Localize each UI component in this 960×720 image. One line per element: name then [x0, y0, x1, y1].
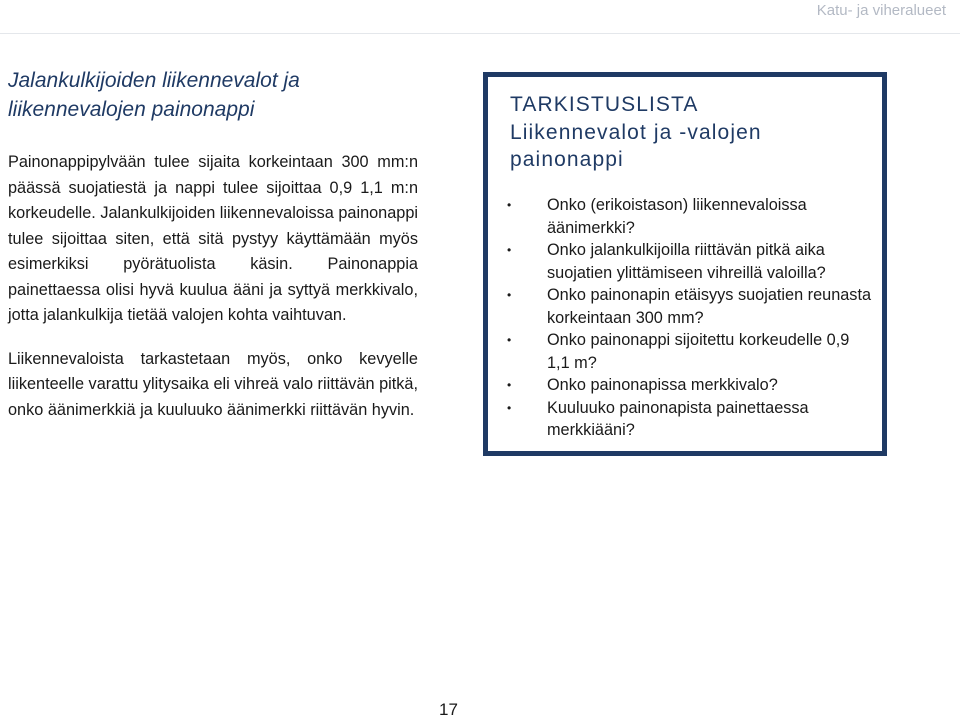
header-divider	[0, 33, 960, 34]
checklist-box	[483, 72, 887, 456]
article-title	[8, 66, 418, 124]
checklist-item	[504, 329, 874, 374]
bullet-icon: •	[507, 288, 512, 302]
article-title-line1: Jalankulkijoiden liikennevalot ja	[8, 69, 300, 92]
bullet-icon: •	[507, 198, 512, 212]
bullet-icon: •	[507, 400, 512, 415]
checklist-item	[504, 374, 874, 397]
checklist-items	[504, 194, 874, 442]
article-paragraph-2: Liikennevaloista tarkastetaan myös, onko kevyelle liikenteelle varattu ylitysaika eli vihreä valo riittävän pitkä, onko äänimerkkiä ja kuuluuko äänimerkki riittävän hyvin.	[8, 349, 418, 419]
article-column	[8, 66, 418, 441]
section-label: Katu- ja viheralueet	[816, 2, 946, 19]
checklist-item-text: Onko jalankulkijoilla riittävän pitkä aika suojatien ylittämiseen vihreillä valoilla?	[547, 241, 826, 282]
bullet-icon: •	[507, 243, 512, 257]
checklist-heading-line3: painonappi	[510, 148, 624, 171]
article-paragraph-1: Painonappipylvään tulee sijaita korkeintaan 300 mm:n päässä suojatiestä ja nappi tulee sijoittaa 0,9 1,1 m:n korkeudelle. Jalankulkijoiden liikennevaloissa painonappi tulee sijoittaa siten, että sitä pystyy käyttämään myös esimerkiksi pyörätuolista käsin. Painonappia painettaessa olisi hyvä kuulua ääni ja syttyä merkkivalo, jotta jalankulkija tietää valojen kohta vaihtuvan.	[8, 153, 419, 324]
checklist-heading-line1: TARKISTUSLISTA	[510, 93, 699, 116]
checklist-item	[504, 239, 874, 284]
checklist-item-text: Kuuluuko painonapista painettaessa merkkiääni?	[547, 398, 809, 439]
bullet-icon: •	[507, 333, 512, 347]
checklist-item	[504, 397, 874, 442]
page-number: 17	[439, 700, 458, 719]
checklist-item	[504, 194, 874, 239]
checklist-heading	[510, 91, 762, 174]
checklist-item-text: Onko painonapin etäisyys suojatien reunasta korkeintaan 300 mm?	[547, 286, 872, 327]
checklist-item-text: Onko (erikoistason) liikennevaloissa äänimerkki?	[547, 196, 807, 237]
checklist-item	[504, 284, 874, 329]
bullet-icon: •	[507, 378, 512, 392]
article-title-line2: liikennevalojen painonappi	[8, 98, 255, 121]
checklist-heading-line2: Liikennevalot ja -valojen	[510, 120, 762, 144]
checklist-item-text: Onko painonappi sijoitettu korkeudelle 0,9 1,1 m?	[547, 331, 850, 372]
checklist-item-text: Onko painonapissa merkkivalo?	[547, 376, 778, 394]
